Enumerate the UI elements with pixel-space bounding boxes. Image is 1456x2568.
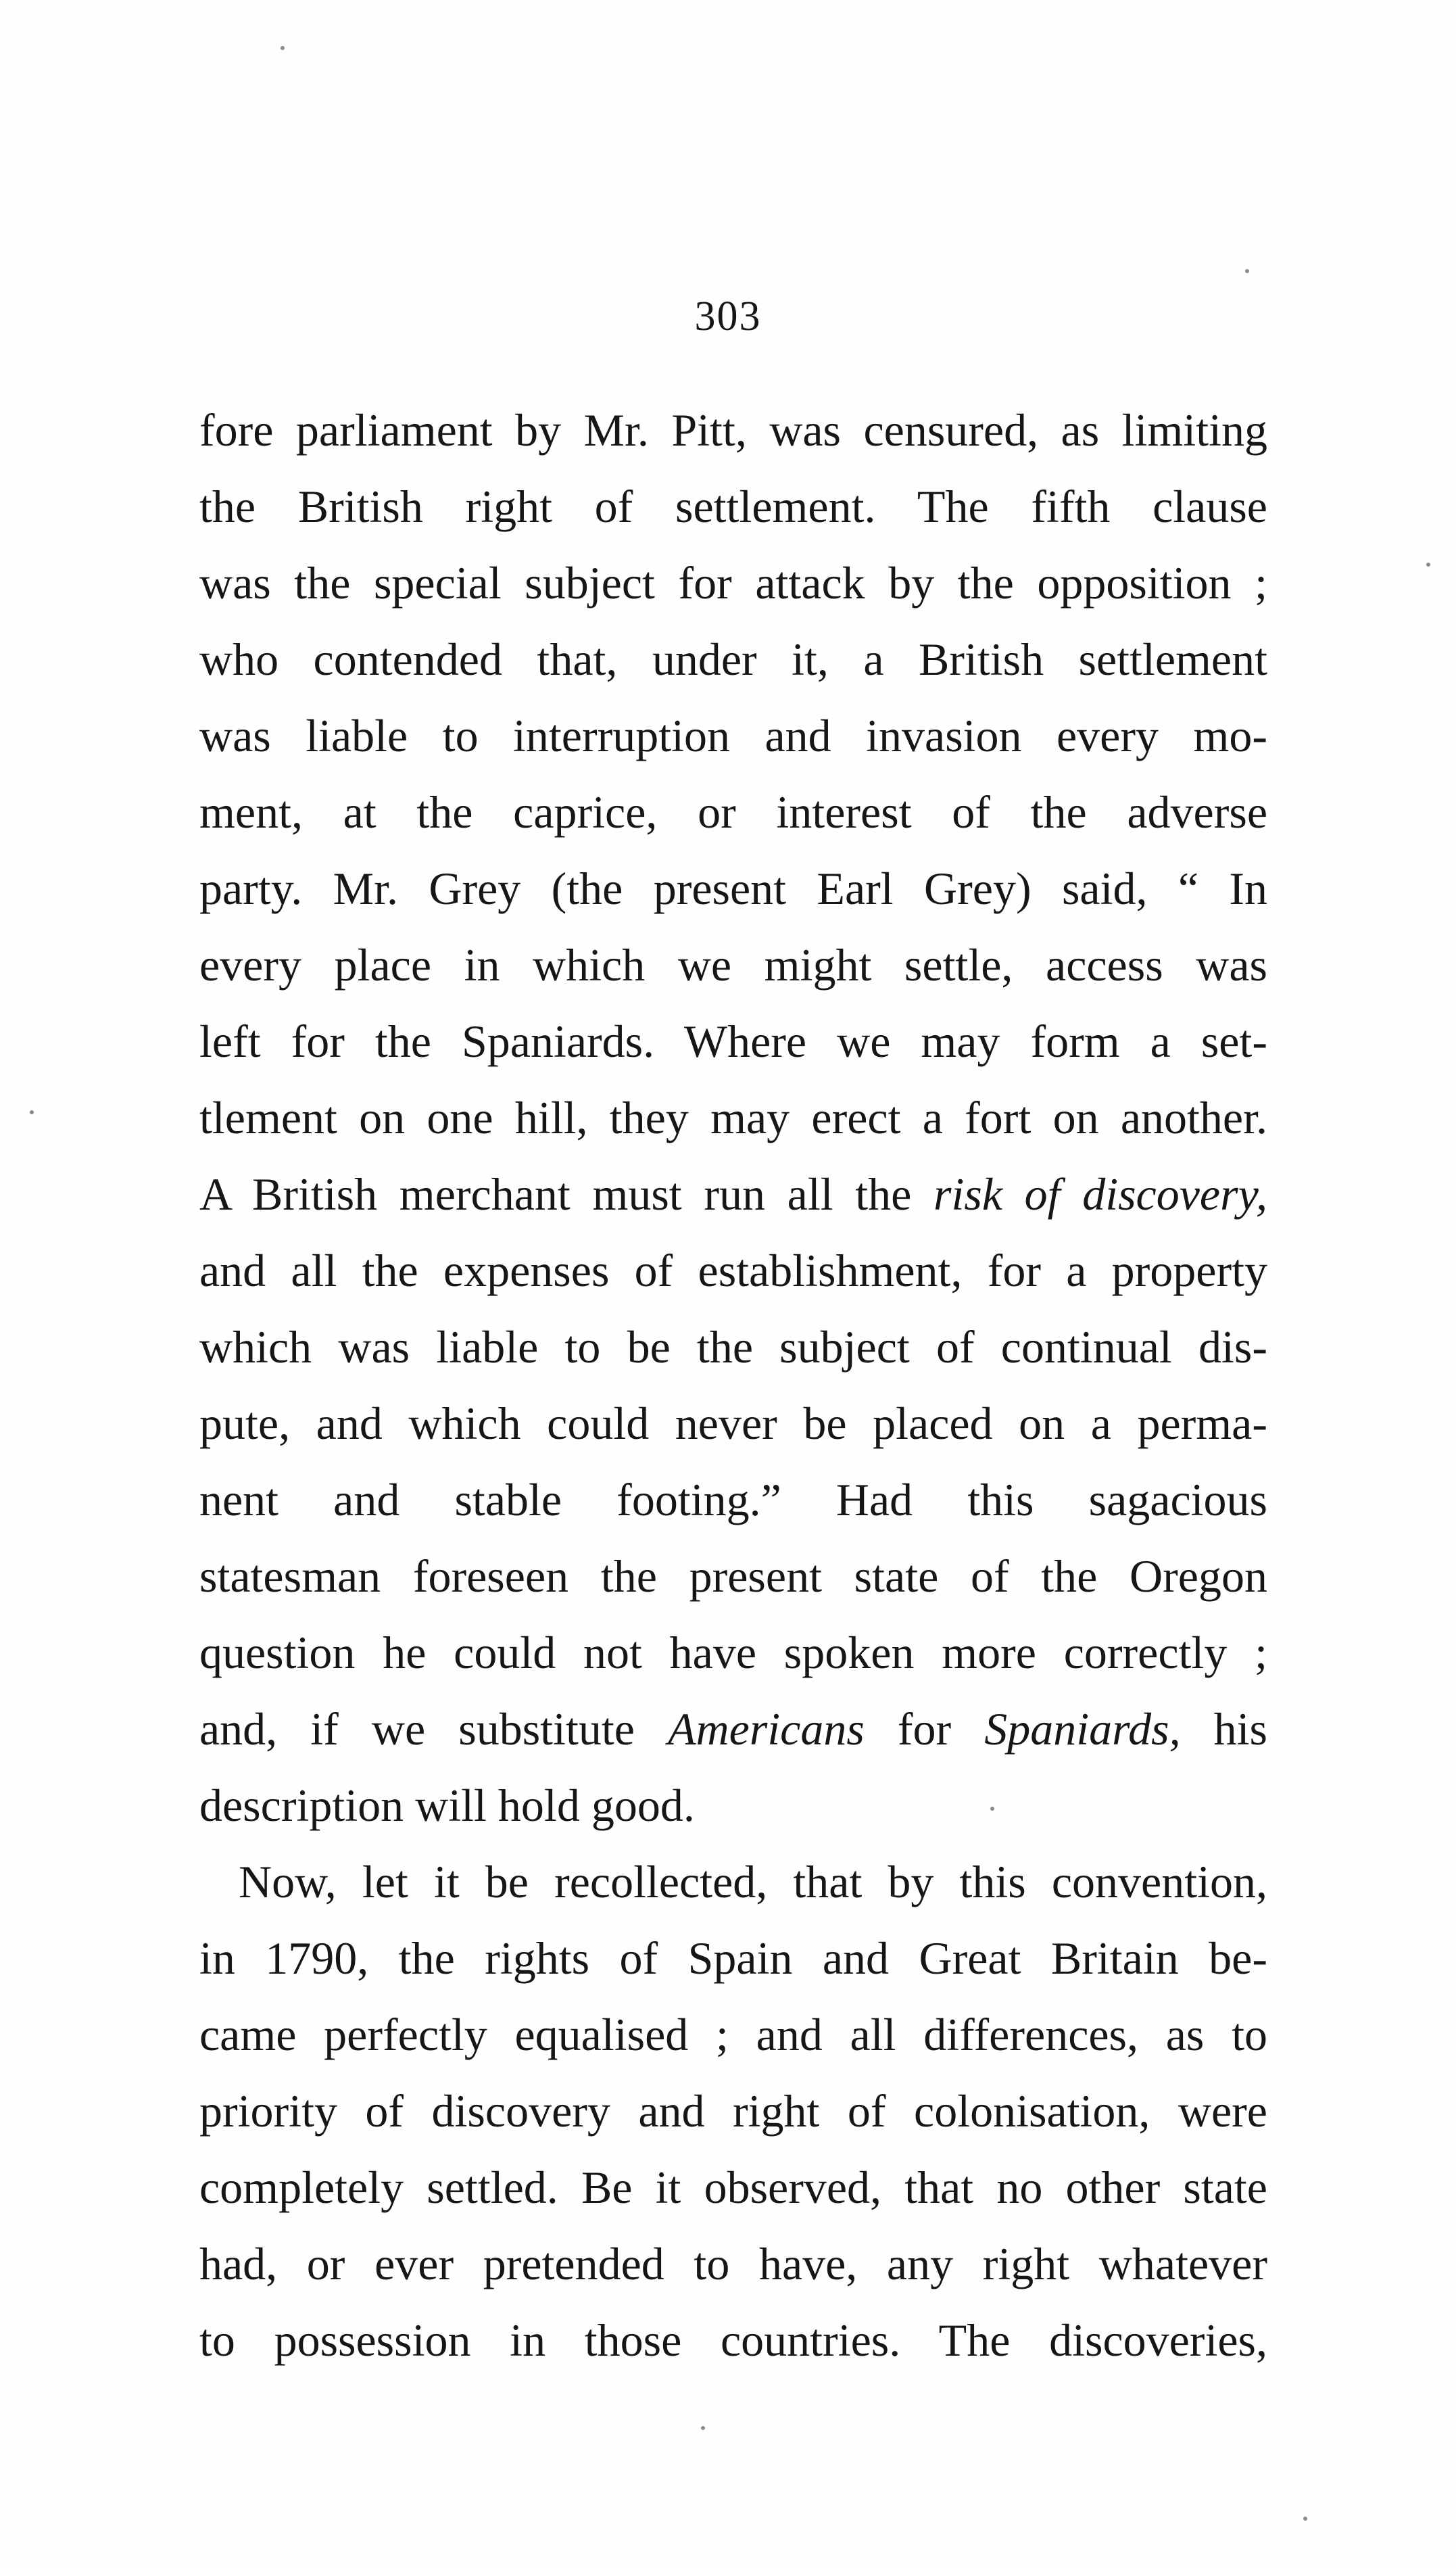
text-line: left for the Spaniards. Where we may form a set-	[199, 1016, 1267, 1067]
paragraph	[199, 1844, 1267, 2379]
body-text	[199, 392, 1267, 2379]
text-line: priority of discovery and right of colonisation, were	[199, 2085, 1267, 2137]
paper-speck	[1426, 563, 1430, 567]
text-line: Now, let it be recollected, that by this convention,	[239, 1856, 1267, 1907]
text-line: and all the expenses of establishment, for a property	[199, 1245, 1267, 1296]
text-run: A British merchant must run all the	[199, 1168, 933, 1220]
text-line: which was liable to be the subject of continual dis-	[199, 1321, 1267, 1373]
text-line: to possession in those countries. The discoveries,	[199, 2314, 1267, 2366]
text-line: fore parliament by Mr. Pitt, was censured, as limiting	[199, 404, 1267, 456]
paper-speck	[701, 2426, 705, 2430]
page-number: 303	[694, 293, 762, 339]
paper-speck	[1303, 2517, 1307, 2521]
text-line: nent and stable footing.” Had this sagacious	[199, 1474, 1267, 1525]
text-line: ment, at the caprice, or interest of the adverse	[199, 786, 1267, 838]
text-line: party. Mr. Grey (the present Earl Grey) said, “ In	[199, 863, 1267, 914]
text-line: tlement on one hill, they may erect a fort on another.	[199, 1092, 1267, 1143]
paper-speck	[30, 1110, 34, 1114]
text-line: completely settled. Be it observed, that no other state	[199, 2162, 1267, 2213]
italic-word: Americans	[668, 1703, 865, 1755]
paragraph	[199, 392, 1267, 1844]
text-line: who contended that, under it, a British settlement	[199, 634, 1267, 685]
paper-speck	[990, 1807, 994, 1811]
text-line: had, or ever pretended to have, any right whatever	[199, 2238, 1267, 2289]
text-line: description will hold good.	[199, 1780, 695, 1831]
text-run: and, if we substitute	[199, 1703, 668, 1755]
text-line: was the special subject for attack by the opposition ;	[199, 557, 1267, 609]
text-line: pute, and which could never be placed on a perma-	[199, 1398, 1267, 1449]
paper-speck	[281, 46, 285, 50]
text-line: the British right of settlement. The fifth clause	[199, 481, 1267, 532]
text-line: statesman foreseen the present state of the Oregon	[199, 1550, 1267, 1602]
italic-word: Spaniards,	[984, 1703, 1181, 1755]
text-line: in 1790, the rights of Spain and Great Britain be-	[199, 1932, 1267, 1984]
text-line: came perfectly equalised ; and all differences, as to	[199, 2009, 1267, 2060]
text-run: for	[864, 1703, 985, 1755]
text-line: question he could not have spoken more correctly ;	[199, 1627, 1267, 1678]
text-line	[199, 1691, 1267, 1767]
text-line: every place in which we might settle, access was	[199, 939, 1267, 991]
italic-phrase: risk of discovery,	[933, 1168, 1267, 1220]
paper-speck	[1245, 269, 1249, 273]
text-run: his	[1180, 1703, 1268, 1755]
text-line	[199, 1156, 1267, 1233]
text-line: was liable to interruption and invasion every mo-	[199, 710, 1267, 761]
